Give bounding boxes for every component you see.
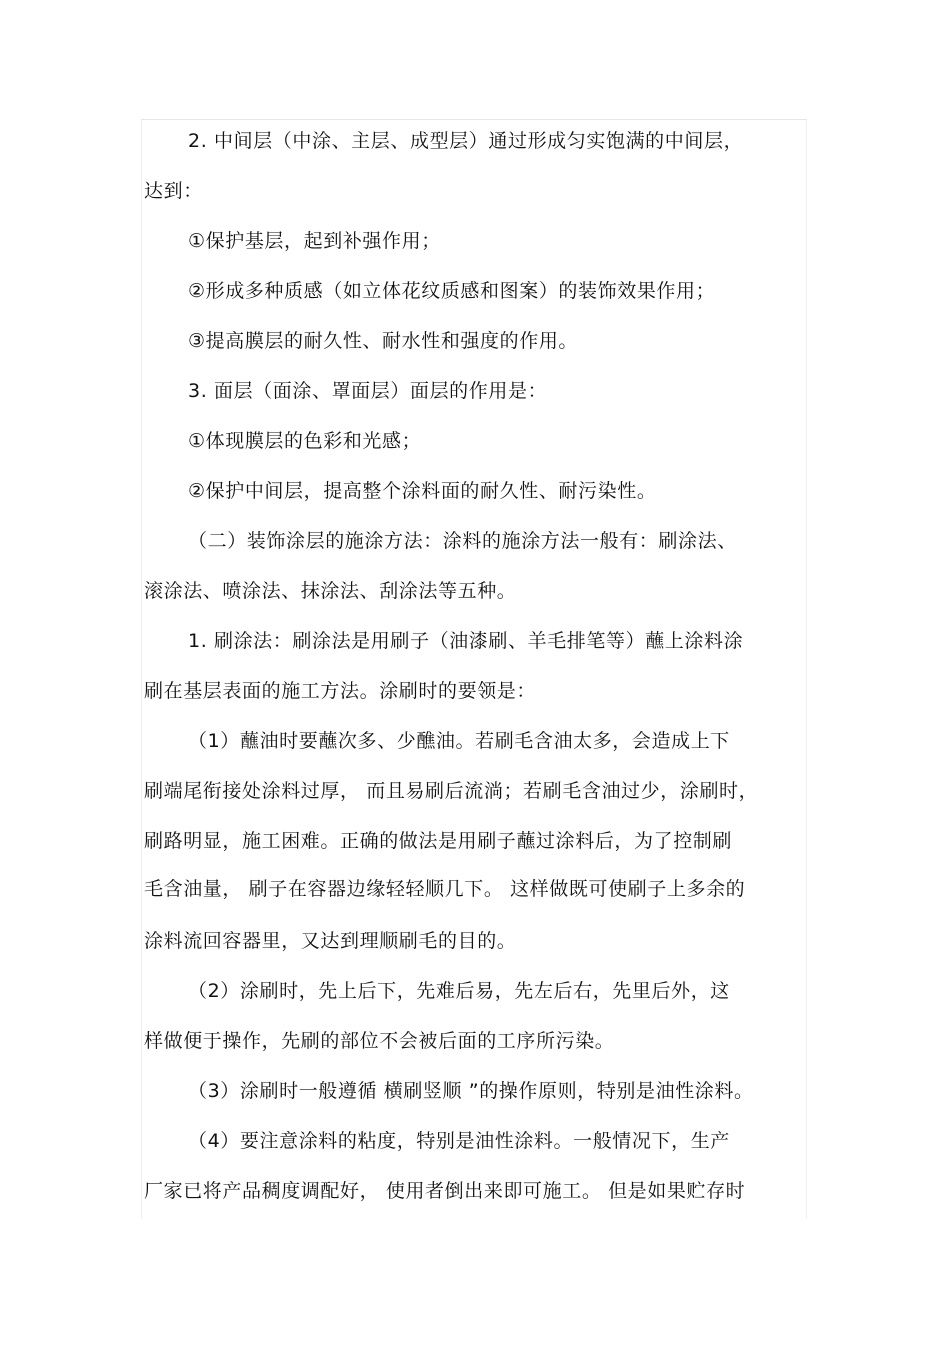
- text-line-11: 1. 刷涂法：刷涂法是用刷子（油漆刷、羊毛排笔等）蘸上涂料涂: [188, 630, 744, 652]
- text-line-1: 2. 中间层（中涂、主层、成型层）通过形成匀实饱满的中间层，: [188, 130, 744, 152]
- text-line-15: 刷路明显，施工困难。正确的做法是用刷子蘸过涂料后，为了控制刷: [144, 830, 733, 852]
- text-line-10: 滚涂法、喷涂法、抹涂法、刮涂法等五种。: [144, 580, 517, 602]
- text-line-8: ②保护中间层，提高整个涂料面的耐久性、耐污染性。: [188, 480, 657, 502]
- text-line-2: 达到：: [144, 180, 203, 202]
- text-line-3: ①保护基层，起到补强作用；: [188, 230, 441, 252]
- text-line-16: 毛含油量， 刷子在容器边缘轻轻顺几下。 这样做既可使刷子上多余的: [144, 878, 746, 900]
- text-line-19: 样做便于操作，先刷的部位不会被后面的工序所污染。: [144, 1030, 615, 1052]
- text-line-17: 涂料流回容器里，又达到理顺刷毛的目的。: [144, 930, 517, 952]
- text-line-14: 刷端尾衔接处涂料过厚， 而且易刷后流淌；若刷毛含油过少，涂刷时，: [144, 780, 759, 802]
- text-line-18: （2）涂刷时，先上后下，先难后易，先左后右，先里后外，这: [188, 980, 730, 1002]
- text-line-13: （1）蘸油时要蘸次多、少醮油。若刷毛含油太多，会造成上下: [188, 730, 730, 752]
- text-line-9: （二）装饰涂层的施涂方法：涂料的施涂方法一般有：刷涂法、: [188, 530, 737, 552]
- text-line-5: ③提高膜层的耐久性、耐水性和强度的作用。: [188, 330, 579, 352]
- text-line-4: ②形成多种质感（如立体花纹质感和图案）的装饰效果作用；: [188, 280, 716, 302]
- text-line-7: ①体现膜层的色彩和光感；: [188, 430, 422, 452]
- text-line-6: 3. 面层（面涂、罩面层）面层的作用是：: [188, 380, 548, 402]
- text-line-21: （4）要注意涂料的粘度，特别是油性涂料。一般情况下，生产: [188, 1130, 730, 1152]
- text-line-22: 厂家已将产品稠度调配好， 使用者倒出来即可施工。 但是如果贮存时: [144, 1180, 746, 1202]
- text-line-12: 刷在基层表面的施工方法。涂刷时的要领是：: [144, 680, 537, 702]
- text-line-20: （3）涂刷时一般遵循 横刷竖顺 ”的操作原则，特别是油性涂料。: [188, 1080, 754, 1102]
